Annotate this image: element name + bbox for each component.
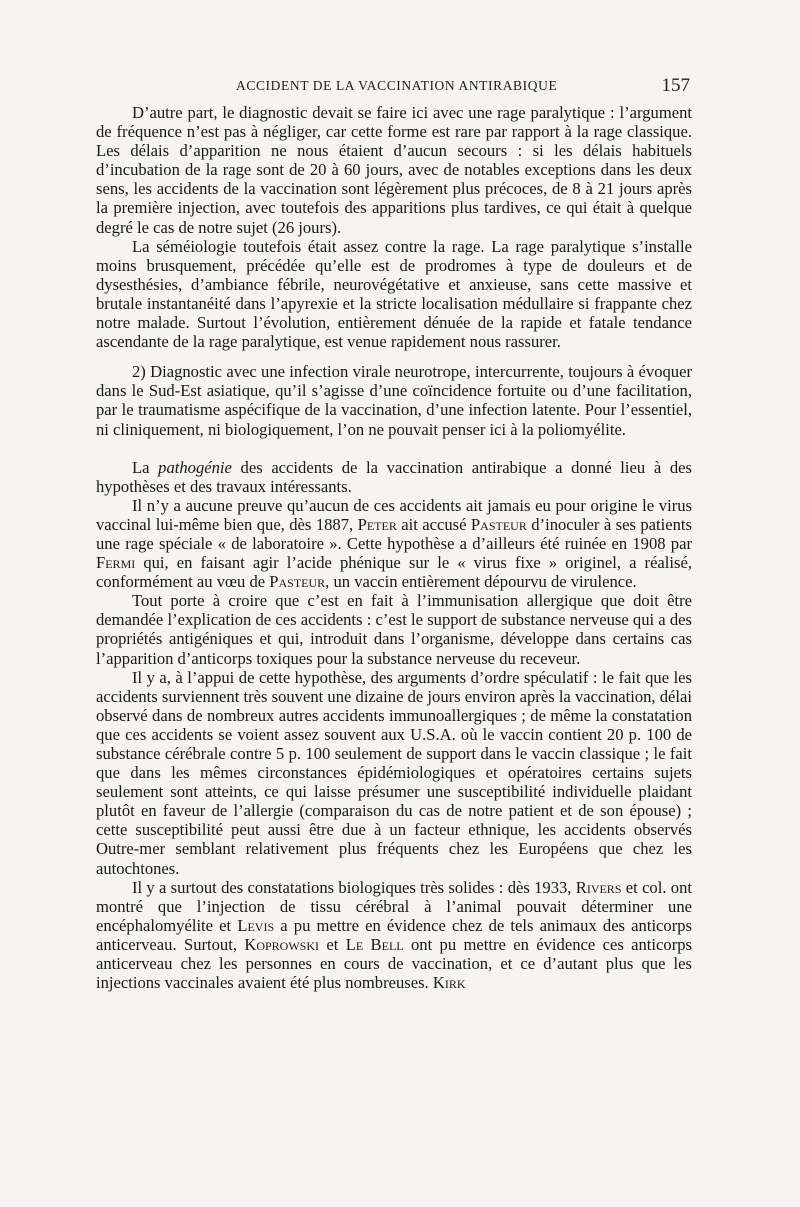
paragraph-arguments-speculatifs: Il y a, à l’appui de cette hypothèse, des arguments d’ordre spéculatif : le fait que les accidents surviennent très souvent une dizaine de jours environ après la vaccination, délai observé dans de nombreux autres accidents immunoallergiques ; de même la constatation que ces accidents se voient assez souvent aux U.S.A. où le vaccin contient 20 p. 100 de substance cérébrale contre 5 p. 100 seulement de support dans le vaccin classique ; le fait que dans les mêmes circonstances épidémiologiques et opératoires certains sujets seulement sont atteints, ce qui laisse présumer une susceptibilité individuelle plaidant plutôt en faveur de l’allergie (comparaison du cas de notre patient et de son épouse) ; cette susceptibilité peut aussi être due à un facteur ethnique, les accidents observés Outre-mer semblant relativement plus fréquents chez les Européens que chez les autochtones. [96,667,692,878]
author-name: Pasteur [470,514,527,534]
author-name: Koprowski [244,934,320,954]
text-run: Il n’y a aucune preuve qu’aucun de ces accidents ait jamais eu pour origine le virus vaccinal lui-même bien que, dès 1887, [96,495,692,534]
page-number: 157 [661,75,690,96]
text-run: qui, en faisant agir l’acide phénique sur le « virus fixe » originel, a réalisé, conformément au vœu de [96,553,692,592]
text-run: et col. ont montré que l’injection de tissu cérébral à l’animal pouvait déterminer une encéphalomyélite et [96,877,692,935]
author-name: Le Bell [345,934,404,954]
paragraph-immunisation-allergique: Tout porte à croire que c’est en fait à l’immunisation allergique que doit être demandée l’explication de ces accidents : c’est le support de substance nerveuse qui a des propriétés antigéniques et qui, introduit dans l’organisme, développe dans certains cas l’apparition d’anticorps toxiques pour la substance nerveuse du receveur. [96,591,692,668]
paragraph-semeiologie: La séméiologie toutefois était assez contre la rage. La rage paralytique s’installe moins brusquement, précédée qu’elle est de prodromes à type de douleurs et de dysesthésies, d’ambiance fébrile, neurovégétative et anxieuse, sans cette massive et brutale instantanéité dans l’apyrexie et la stricte localisation médullaire si frappante chez notre malade. Surtout l’évolution, entièrement dénuée de la rapide et fatale tendance ascendante de la rage paralytique, est venue rapidement nous rassurer. [96,236,692,352]
author-name: Fermi [96,553,136,573]
text-run: ait accusé [396,514,471,534]
paragraph-rage-paralytique: D’autre part, le diagnostic devait se faire ici avec une rage paralytique : l’argument de fréquence n’est pas à négliger, car cette forme est rare par rapport à la rage classique. Les délais d’apparition ne nous étaient d’aucun secours : si les délais habituels d’incubation de la rage sont de 20 à 60 jours, avec de notables exceptions dans les deux sens, les accidents de la vaccination sont légèrement plus précoces, de 8 à 21 jours après la première injection, avec toutefois des apparitions plus tardives, ce qui était à quelque degré le cas de notre sujet (26 jours). [96,103,692,237]
text-run: et [319,934,346,954]
text-run: d’inoculer à ses patients une rage spéciale « de laboratoire ». Cette hypothèse a d’ailleurs été ruinée en 1908 par [96,514,692,553]
text-run: a pu mettre en évidence chez de tels animaux des anticorps anticerveau. Surtout, [96,915,692,954]
author-name: Kirk [432,973,466,993]
text-run: , un vaccin entièrement dépourvu de virulence. [325,572,637,592]
running-head [0,75,800,100]
text-run: La [132,457,159,477]
running-title: ACCIDENT DE LA VACCINATION ANTIRABIQUE [236,78,558,93]
author-name: Rivers [575,877,622,897]
text-run: Il y a surtout des constatations biologiques très solides : dès 1933, [132,877,576,897]
text-run: des accidents de la vaccination antirabique a donné lieu à des hypothèses et des travaux intéressants. [96,457,692,496]
paragraph-constatations-biologiques [96,878,692,993]
text-run: ont pu mettre en évidence ces anticorps anticerveau chez les personnes en cours de vaccination, et ce d’autant plus que les injections vaccinales avaient été plus nombreuses. [96,934,692,993]
paragraph-pathogenie [96,458,692,496]
author-name: Levis [237,915,275,935]
paragraph-diagnostic-virale: 2) Diagnostic avec une infection virale neurotrope, intercurrente, toujours à évoquer dans le Sud-Est asiatique, qu’il s’agisse d’une coïncidence fortuite ou d’une facilitation, par le traumatisme aspécifique de la vaccination, d’une infection latente. Pour l’essentiel, ni cliniquement, ni biologiquement, l’on ne pouvait penser ici à la poliomyélite. [96,362,692,439]
body-text [96,103,692,992]
author-name: Peter [357,514,397,534]
paragraph-virus-vaccinal [96,496,692,591]
italic-term: pathogénie [158,457,232,477]
author-name: Pasteur [269,572,326,592]
